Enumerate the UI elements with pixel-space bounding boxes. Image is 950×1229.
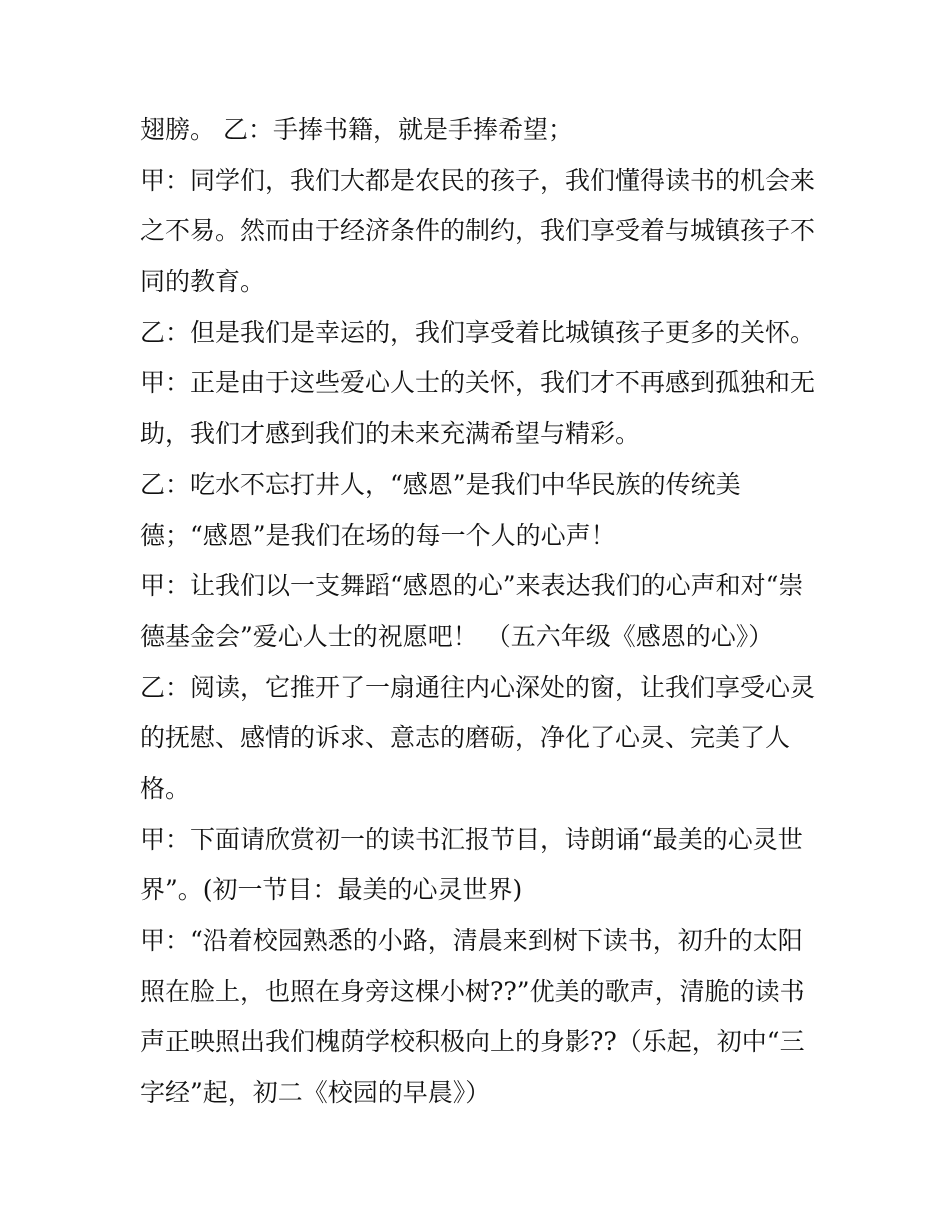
text-line: 字经”起，初二《校园的早晨》）: [140, 1078, 491, 1108]
text-line: 翅膀。 乙：手捧书籍，就是手捧希望；: [140, 115, 573, 144]
text-line: 甲：正是由于这些爱心人士的关怀，我们才不再感到孤独和无: [140, 368, 816, 398]
text-line: 格。: [140, 773, 191, 803]
text-line: 照在脸上，也照在身旁这棵小树??”优美的歌声，清脆的读书: [140, 976, 805, 1006]
document-page: [140, 105, 860, 1119]
text-line: 甲：下面请欣赏初一的读书汇报节目，诗朗诵“最美的心灵世: [140, 824, 803, 854]
text-line: 德基金会”爱心人士的祝愿吧！ （五六年级《感恩的心》）: [140, 621, 774, 651]
text-line: 声正映照出我们槐荫学校积极向上的身影??（乐起，初中“三: [140, 1027, 805, 1057]
text-line: 甲：同学们，我们大都是农民的孩子，我们懂得读书的机会来: [140, 165, 816, 195]
text-line: 之不易。然而由于经济条件的制约，我们享受着与城镇孩子不: [140, 216, 816, 246]
text-line: 德；“感恩”是我们在场的每一个人的心声！: [140, 520, 616, 550]
text-line: 助，我们才感到我们的未来充满希望与精彩。: [140, 419, 641, 449]
text-line: 乙：但是我们是幸运的，我们享受着比城镇孩子更多的关怀。: [140, 317, 816, 347]
text-line: 同的教育。: [140, 267, 266, 297]
text-line: 甲：“沿着校园熟悉的小路，清晨来到树下读书，初升的太阳: [140, 926, 803, 955]
text-line: 乙：吃水不忘打井人，“感恩”是我们中华民族的传统美: [140, 469, 741, 499]
text-line: 甲：让我们以一支舞蹈“感恩的心”来表达我们的心声和对“崇: [140, 571, 804, 601]
text-line: 界”。(初一节目：最美的心灵世界): [140, 875, 523, 905]
text-line: 乙：阅读，它推开了一扇通往内心深处的窗，让我们享受心灵: [140, 672, 816, 702]
text-line: 的抚慰、感情的诉求、意志的磨砺，净化了心灵、完美了人: [140, 723, 791, 753]
